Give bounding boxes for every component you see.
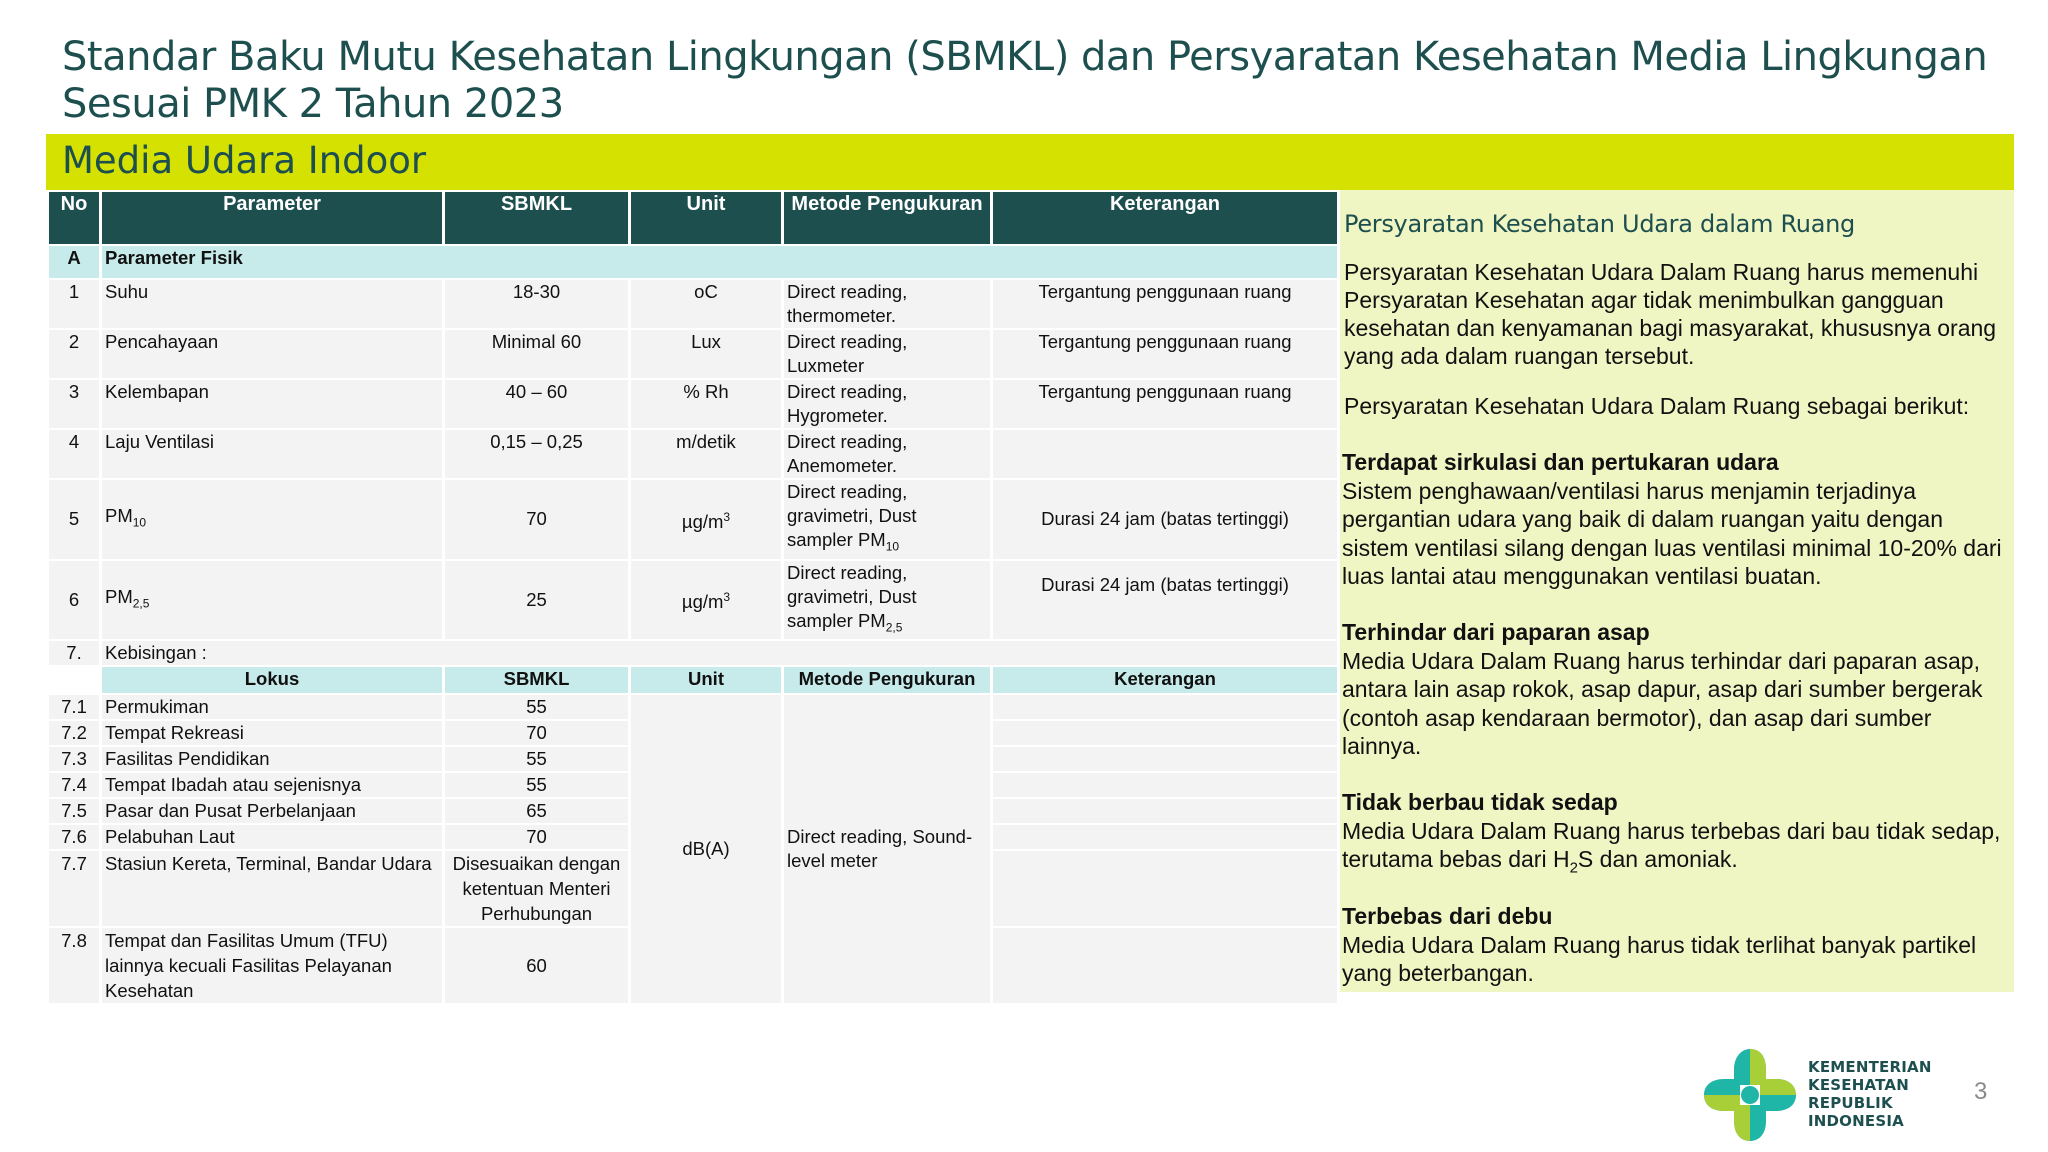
row-param: Suhu bbox=[102, 280, 442, 328]
kemenkes-logo-text: KEMENTERIAN KESEHATAN REPUBLIK INDONESIA bbox=[1808, 1058, 1932, 1130]
noise-row-lokus: Fasilitas Pendidikan bbox=[102, 747, 442, 771]
noise-row bbox=[49, 695, 1337, 719]
noise-row-lokus: Stasiun Kereta, Terminal, Bandar Udara bbox=[102, 851, 442, 926]
row-metode: Direct reading, thermometer. bbox=[784, 280, 990, 328]
col-header-metode: Metode Pengukuran bbox=[784, 192, 990, 244]
requirement-text: Media Udara Dalam Ruang harus tidak terlihat banyak partikel yang beterbangan. bbox=[1342, 931, 1977, 986]
section-a-row bbox=[49, 246, 1337, 278]
row-no: 4 bbox=[49, 430, 99, 478]
col-header-parameter: Parameter bbox=[102, 192, 442, 244]
slide-title: Standar Baku Mutu Kesehatan Lingkungan (SBMKL) dan Persyaratan Kesehatan Media Lingkungan Sesuai PMK 2 Tahun 2023 bbox=[62, 34, 1988, 127]
row-param: $PM_{2,5}$ bbox=[102, 561, 442, 640]
row-sbmkl: 18-30 bbox=[445, 280, 628, 328]
noise-label-row bbox=[49, 641, 1337, 665]
noise-row-lokus: Tempat Rekreasi bbox=[102, 721, 442, 745]
noise-row-ket bbox=[993, 799, 1337, 823]
noise-label: Kebisingan : bbox=[102, 641, 1337, 665]
noise-row-sbmkl: Disesuaikan dengan ketentuan Menteri Perhubungan bbox=[445, 851, 628, 926]
row-unit: oC bbox=[631, 280, 781, 328]
noise-row-sbmkl: 70 bbox=[445, 721, 628, 745]
noise-row-lokus: Tempat Ibadah atau sejenisnya bbox=[102, 773, 442, 797]
row-sbmkl: 25 bbox=[445, 561, 628, 640]
table-row bbox=[49, 280, 1337, 328]
row-ket: Durasi 24 jam (batas tertinggi) bbox=[993, 561, 1337, 640]
noise-col-sbmkl: SBMKL bbox=[445, 667, 628, 693]
noise-col-keterangan: Keterangan bbox=[993, 667, 1337, 693]
row-unit: $\mu g/m^3$ bbox=[631, 480, 781, 559]
noise-row-sbmkl: 55 bbox=[445, 773, 628, 797]
row-ket: Tergantung penggunaan ruang bbox=[993, 330, 1337, 378]
noise-row-ket bbox=[993, 721, 1337, 745]
col-header-unit: Unit bbox=[631, 192, 781, 244]
noise-row-no: 7.8 bbox=[49, 928, 99, 1003]
noise-metode: Direct reading, Sound-level meter bbox=[784, 695, 990, 1003]
noise-col-metode: Metode Pengukuran bbox=[784, 667, 990, 693]
table-row bbox=[49, 480, 1337, 559]
table-row bbox=[49, 430, 1337, 478]
row-param: Kelembapan bbox=[102, 380, 442, 428]
panel-heading: Persyaratan Kesehatan Udara dalam Ruang bbox=[1344, 210, 1855, 238]
row-ket bbox=[993, 430, 1337, 478]
row-sbmkl: 0,15 – 0,25 bbox=[445, 430, 628, 478]
requirement-title: Terdapat sirkulasi dan pertukaran udara bbox=[1342, 449, 1779, 475]
noise-row-lokus: Pasar dan Pusat Perbelanjaan bbox=[102, 799, 442, 823]
noise-row-no: 7.4 bbox=[49, 773, 99, 797]
requirement-text: Sistem penghawaan/ventilasi harus menjamin terjadinya pergantian udara yang baik di dalam ruangan yaitu dengan sistem ventilasi silang dengan luas ventilasi minimal 10-20% dari luas lantai atau menggunakan ventilasi buatan. bbox=[1342, 477, 2002, 589]
noise-row-lokus: Tempat dan Fasilitas Umum (TFU) lainnya kecuali Fasilitas Pelayanan Kesehatan bbox=[102, 928, 442, 1003]
row-no: 5 bbox=[49, 480, 99, 559]
noise-row-sbmkl: 55 bbox=[445, 695, 628, 719]
noise-row-ket bbox=[993, 851, 1337, 926]
kemenkes-logo-icon bbox=[1700, 1045, 1800, 1145]
row-param: $PM_{10}$ bbox=[102, 480, 442, 559]
row-ket: Tergantung penggunaan ruang bbox=[993, 280, 1337, 328]
table-row bbox=[49, 380, 1337, 428]
requirement-item bbox=[1342, 448, 2012, 591]
row-param: Laju Ventilasi bbox=[102, 430, 442, 478]
noise-row-sbmkl: 70 bbox=[445, 825, 628, 849]
requirement-item bbox=[1342, 788, 2012, 883]
row-unit: m/detik bbox=[631, 430, 781, 478]
panel-intro: Persyaratan Kesehatan Udara Dalam Ruang harus memenuhi Persyaratan Kesehatan agar tidak menimbulkan gangguan kesehatan dan kenyamanan bagi masyarakat, khususnya orang yang ada dalam ruangan tersebut. bbox=[1344, 259, 1997, 369]
noise-row-ket bbox=[993, 928, 1337, 1003]
noise-row-no: 7.2 bbox=[49, 721, 99, 745]
col-header-keterangan: Keterangan bbox=[993, 192, 1337, 244]
requirement-title: Terbebas dari debu bbox=[1342, 903, 1553, 929]
section-bar bbox=[46, 134, 2014, 190]
noise-unit: dB(A) bbox=[631, 695, 781, 1003]
row-no: 1 bbox=[49, 280, 99, 328]
row-unit: % Rh bbox=[631, 380, 781, 428]
noise-row-lokus: Pelabuhan Laut bbox=[102, 825, 442, 849]
noise-row-no: 7.5 bbox=[49, 799, 99, 823]
row-ket: Tergantung penggunaan ruang bbox=[993, 380, 1337, 428]
noise-col-lokus: Lokus bbox=[102, 667, 442, 693]
row-no: 2 bbox=[49, 330, 99, 378]
noise-no: 7. bbox=[49, 641, 99, 665]
row-unit: $\mu g/m^3$ bbox=[631, 561, 781, 640]
row-no: 6 bbox=[49, 561, 99, 640]
noise-row-sbmkl: 60 bbox=[445, 928, 628, 1003]
section-a-label: Parameter Fisik bbox=[102, 246, 1337, 278]
section-a-no: A bbox=[49, 246, 99, 278]
section-title: Media Udara Indoor bbox=[62, 139, 427, 182]
requirement-text: Media Udara Dalam Ruang harus terbebas dari bau tidak sedap, terutama bebas dari $H_2S$ dan amoniak. bbox=[1342, 817, 2001, 877]
noise-row-sbmkl: 65 bbox=[445, 799, 628, 823]
row-metode: Direct reading, gravimetri, Dust sampler $PM_{2,5}$ bbox=[784, 561, 990, 640]
col-header-no: No bbox=[49, 192, 99, 244]
table-row bbox=[49, 330, 1337, 378]
row-metode: Direct reading, Luxmeter bbox=[784, 330, 990, 378]
noise-row-sbmkl: 55 bbox=[445, 747, 628, 771]
row-no: 3 bbox=[49, 380, 99, 428]
row-metode: Direct reading, Hygrometer. bbox=[784, 380, 990, 428]
noise-row-lokus: Permukiman bbox=[102, 695, 442, 719]
panel-intro-2: Persyaratan Kesehatan Udara Dalam Ruang sebagai berikut: bbox=[1344, 393, 1970, 419]
requirement-title: Terhindar dari paparan asap bbox=[1342, 619, 1650, 645]
row-param: Pencahayaan bbox=[102, 330, 442, 378]
noise-row-ket bbox=[993, 695, 1337, 719]
noise-row-no: 7.1 bbox=[49, 695, 99, 719]
row-metode: Direct reading, Anemometer. bbox=[784, 430, 990, 478]
requirement-text: Media Udara Dalam Ruang harus terhindar dari paparan asap, antara lain asap rokok, asap dapur, asap dari sumber bergerak (contoh asap kendaraan bermotor), dan asap dari sumber lainnya. bbox=[1342, 647, 1983, 759]
page-number: 3 bbox=[1974, 1078, 1988, 1105]
row-sbmkl: Minimal 60 bbox=[445, 330, 628, 378]
requirement-item bbox=[1342, 902, 2012, 988]
table-header-row bbox=[49, 192, 1337, 244]
row-metode: Direct reading, gravimetri, Dust sampler $PM_{10}$ bbox=[784, 480, 990, 559]
noise-row-no: 7.3 bbox=[49, 747, 99, 771]
col-header-sbmkl: SBMKL bbox=[445, 192, 628, 244]
row-sbmkl: 40 – 60 bbox=[445, 380, 628, 428]
sbmkl-table bbox=[46, 190, 1340, 1005]
table-row bbox=[49, 561, 1337, 640]
noise-row-ket bbox=[993, 747, 1337, 771]
row-ket: Durasi 24 jam (batas tertinggi) bbox=[993, 480, 1337, 559]
row-sbmkl: 70 bbox=[445, 480, 628, 559]
requirements-panel bbox=[1340, 190, 2014, 992]
requirement-item bbox=[1342, 618, 2012, 761]
row-unit: Lux bbox=[631, 330, 781, 378]
noise-row-ket bbox=[993, 773, 1337, 797]
noise-row-no: 7.7 bbox=[49, 851, 99, 926]
noise-row-ket bbox=[993, 825, 1337, 849]
requirement-title: Tidak berbau tidak sedap bbox=[1342, 789, 1618, 815]
noise-row-no: 7.6 bbox=[49, 825, 99, 849]
noise-header-row bbox=[49, 667, 1337, 693]
noise-col-unit: Unit bbox=[631, 667, 781, 693]
